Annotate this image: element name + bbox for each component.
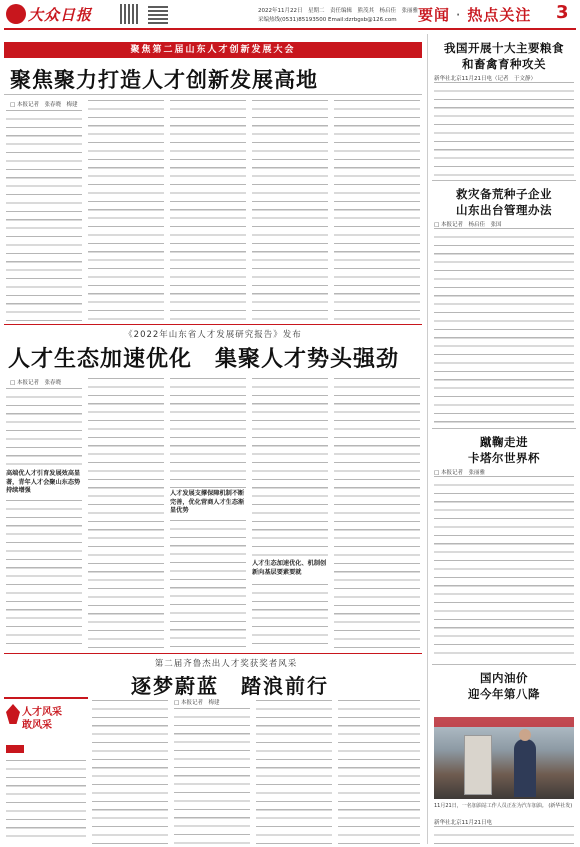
right4-headline-line1: 国内油价 <box>480 671 528 685</box>
station-canopy <box>434 717 574 727</box>
right1-headline-line2: 和畜禽育种攻关 <box>462 57 546 71</box>
date-line: 2022年11月22日 星期二 责任编辑 熊茂其 杨启佳 张丽雅 <box>258 8 418 14</box>
right4-byline: 新华社北京11月21日电 <box>434 820 492 826</box>
photo-credit: (新华社发) <box>548 803 573 809</box>
section-divider <box>4 324 422 325</box>
article1-banner: 聚焦第二届山东人才创新发展大会 <box>4 42 422 58</box>
section-label: 要闻 · 热点关注 <box>418 6 532 24</box>
right2-headline-line1: 救灾备荒种子企业 <box>456 187 552 201</box>
article3-body-column <box>92 700 168 844</box>
fuel-pump <box>464 735 492 795</box>
right3-byline: □ 本报记者 张丽雅 <box>434 470 485 476</box>
attendant-figure <box>514 739 536 797</box>
right3-body <box>434 476 574 660</box>
column-tag <box>6 745 24 753</box>
article2-byline: □ 本报记者 张春晓 <box>10 380 61 386</box>
article3-byline: □ 本报记者 梅建 <box>174 700 220 706</box>
article1-byline: □ 本报记者 张春晓 梅建 <box>10 102 78 108</box>
section-name: 要闻 <box>418 6 451 24</box>
article3-body-column <box>256 700 332 844</box>
article3-body-column <box>338 700 420 844</box>
article2-body-column <box>252 378 328 558</box>
article2-body-column <box>334 378 420 650</box>
divider <box>432 180 576 181</box>
article1-body-column <box>88 100 164 322</box>
contact-line: 采编热线(0531)85193500 Email:dzrbgsb@126.com <box>258 17 397 23</box>
section-divider <box>4 653 422 654</box>
divider <box>4 94 422 95</box>
article3-kicker: 第二届齐鲁杰出人才奖获奖者风采 <box>154 659 298 669</box>
header-rule <box>4 28 576 30</box>
right4-headline-line2: 迎今年第八降 <box>468 687 540 701</box>
article2-body-column <box>88 378 164 650</box>
divider <box>432 664 576 665</box>
article1-headline: 聚焦聚力打造人才创新发展高地 <box>10 68 318 92</box>
photo-caption <box>434 802 574 809</box>
right2-byline: □ 本报记者 杨启佳 张国 <box>434 222 502 228</box>
section-sub: 热点关注 <box>467 6 532 24</box>
right1-headline-line1: 我国开展十大主要粮食 <box>444 41 564 55</box>
article2-subhead: 人才发展支撑保障机制不断完善，优化营商人才生态渐显优势 <box>170 490 245 515</box>
caption-text: 11月21日，一名加油站工作人员正在为汽车加油。 <box>434 803 547 809</box>
article2-subhead: 人才生态加速优化、机制创新向基层要素要就 <box>252 560 327 576</box>
star-icon <box>6 704 20 724</box>
logo-text: 大众日报 <box>28 6 93 24</box>
article1-body-column <box>6 110 82 322</box>
article2-body-column <box>170 520 246 650</box>
column-logo-box <box>4 697 88 755</box>
right3-headline-line2: 卡塔尔世界杯 <box>468 451 540 465</box>
newspaper-logo <box>6 4 116 26</box>
article2-subhead: 高端优人才引育发展效高显著，青年人才会聚山东态势持续增强 <box>6 470 81 495</box>
article2-headline: 人才生态加速优化 集聚人才势头强劲 <box>8 347 400 372</box>
right4-body <box>434 826 574 844</box>
article3-headline: 逐梦蔚蓝 踏浪前行 <box>131 674 329 698</box>
divider <box>432 428 576 429</box>
article1-body-column <box>252 100 328 322</box>
qr-code-icon <box>148 4 168 24</box>
page-number: 3 <box>556 2 569 23</box>
right1-byline: 新华社北京11月21日电（记者 于文静） <box>434 76 536 82</box>
article2-body-column <box>6 388 82 468</box>
right3-headline-line1: 蹴鞠走进 <box>480 435 528 449</box>
column-name: 人才风采 <box>22 707 62 718</box>
article3-body-column <box>6 760 86 844</box>
article1-body-column <box>170 100 246 322</box>
logo-mark-icon <box>6 4 26 24</box>
article2-kicker: 《2022年山东省人才发展研究报告》发布 <box>124 330 302 340</box>
gas-station-photo <box>434 717 574 799</box>
right1-body <box>434 82 574 176</box>
article1-body-column <box>334 100 420 322</box>
right2-headline-line2: 山东出台管理办法 <box>456 203 552 217</box>
right2-body <box>434 228 574 424</box>
article2-body-column <box>170 378 246 488</box>
article2-body-column <box>252 584 328 650</box>
qr-code-icon <box>120 4 140 24</box>
article2-body-column <box>6 500 82 650</box>
column-divider <box>427 34 428 844</box>
article3-body-column <box>174 708 250 844</box>
column-name-sub: 敢风采 <box>22 720 52 731</box>
